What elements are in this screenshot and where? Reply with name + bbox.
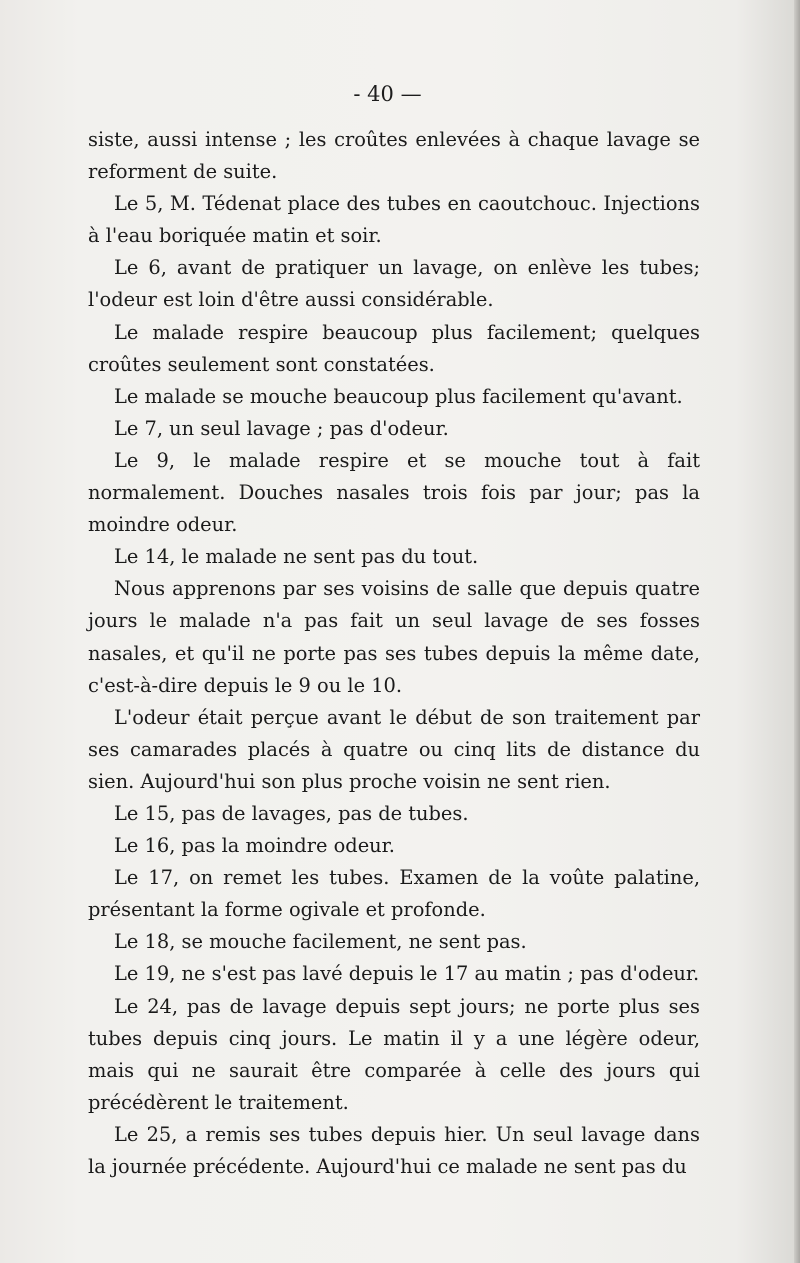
paragraph: Le 9, le malade respire et se mouche tout à fait normalement. Douches nasales trois fois par jour; pas la moindre odeur. [88,448,700,537]
paragraph: Le 19, ne s'est pas lavé depuis le 17 au matin ; pas d'odeur. [114,962,700,986]
paragraph: Le malade se mouche beaucoup plus facilement qu'avant. [114,384,683,408]
paragraph: Le 15, pas de lavages, pas de tubes. [114,801,469,825]
body-text [88,124,700,1183]
page-number: - 40 — [353,82,422,106]
paragraph: Le 5, M. Tédenat place des tubes en caoutchouc. Injections à l'eau boriquée matin et soir. [88,192,700,248]
paragraph: Le 24, pas de lavage depuis sept jours; ne porte plus ses tubes depuis cinq jours. Le matin il y a une légère odeur, mais qui ne saurait être comparée à celle des jours qui précédèrent le traitement. [88,994,700,1114]
paragraph: Nous apprenons par ses voisins de salle que depuis quatre jours le malade n'a pas fait un seul lavage de ses fosses nasales, et qu'il ne porte pas ses tubes depuis la même date, c'est-à-dire depuis le 9 ou le 10. [88,577,700,697]
paragraph: Le 18, se mouche facilement, ne sent pas. [114,930,527,954]
page-edge-shadow [794,0,800,1263]
paragraph: Le 6, avant de pratiquer un lavage, on enlève les tubes; l'odeur est loin d'être aussi considérable. [88,256,700,312]
paragraph: Le 14, le malade ne sent pas du tout. [114,545,479,569]
paragraph: Le 25, a remis ses tubes depuis hier. Un seul lavage dans la journée précédente. Aujourd'hui ce malade ne sent pas du [88,1122,700,1178]
paragraph: siste, aussi intense ; les croûtes enlevées à chaque lavage se reforment de suite. [88,128,700,184]
paragraph: Le 17, on remet les tubes. Examen de la voûte palatine, présentant la forme ogivale et profonde. [88,866,700,922]
paragraph: Le 7, un seul lavage ; pas d'odeur. [114,416,449,440]
paragraph: Le 16, pas la moindre odeur. [114,834,395,858]
paragraph: L'odeur était perçue avant le début de son traitement par ses camarades placés à quatre ou cinq lits de distance du sien. Aujourd'hui son plus proche voisin ne sent rien. [88,705,700,793]
paragraph: Le malade respire beaucoup plus facilement; quelques croûtes seulement sont constatées. [88,320,700,376]
